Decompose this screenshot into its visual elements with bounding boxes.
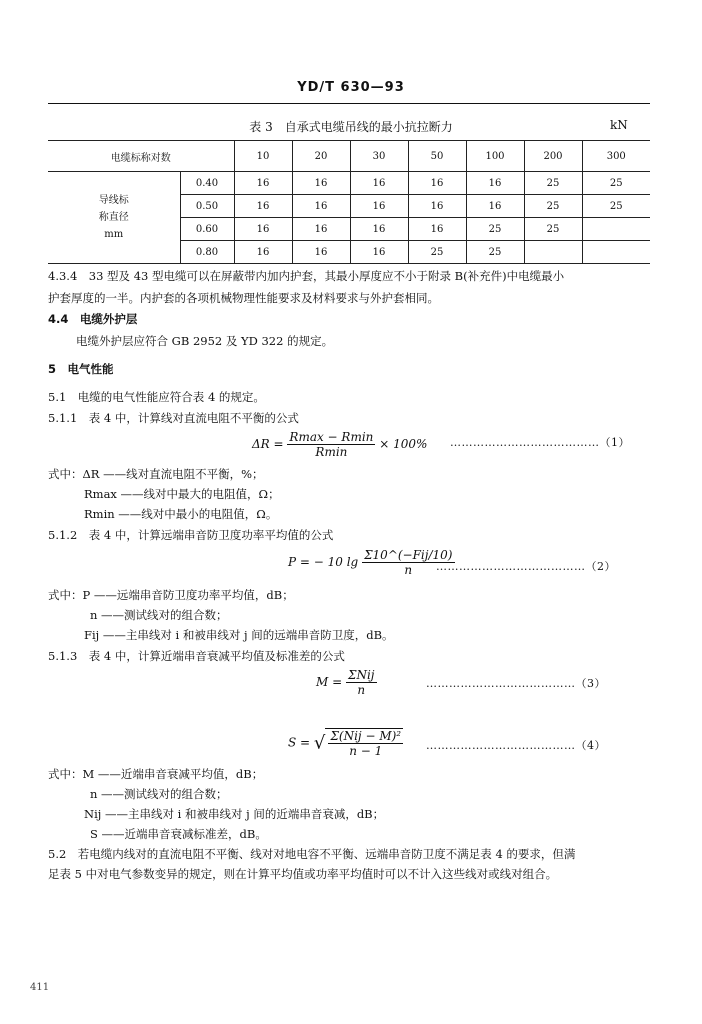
eq4-denominator: n − 1: [349, 744, 383, 758]
table-cell: [582, 218, 650, 241]
eq3-lhs: M =: [316, 675, 343, 689]
where-2-b: n ——测试线对的组合数；: [90, 608, 228, 622]
where-3-c: Nij ——主串线对 i 和被串线对 j 间的近端串音衰减，dB；: [84, 807, 385, 821]
table-header-row: [48, 141, 650, 172]
equation-3-number: …………………………………（3）: [426, 677, 606, 690]
clause-4-3-4-line2: 护套厚度的一半。内护套的各项机械物理性能要求及材料要求与外护套相同。: [48, 291, 439, 305]
equation-1: [252, 430, 427, 459]
col-header: 100: [466, 141, 524, 172]
table-cell: 25: [524, 172, 582, 195]
eq1-numerator: Rmax − Rmin: [289, 430, 374, 444]
eq4-numerator: Σ(Nij − M)²: [330, 729, 402, 743]
where-2-a: 式中：P ——远端串音防卫度功率平均值，dB；: [48, 588, 294, 602]
table-cell: 16: [292, 172, 350, 195]
table-cell: 16: [234, 172, 292, 195]
eq2-denominator: n: [404, 563, 413, 577]
table-cell: 25: [466, 241, 524, 264]
table-cell: 16: [234, 218, 292, 241]
eq1-denominator: Rmin: [315, 445, 348, 459]
col-header: 10: [234, 141, 292, 172]
eq2-numerator: Σ10^(−Fij/10): [364, 548, 453, 562]
header-rule: [48, 103, 650, 104]
col-header: 200: [524, 141, 582, 172]
row-group-label-line: 导线标: [98, 195, 129, 206]
clause-5-1-2: 5.1.2 表 4 中，计算远端串音防卫度功率平均值的公式: [48, 528, 334, 542]
section-4-4-title: 4.4 电缆外护层: [48, 312, 138, 326]
table-unit: kN: [610, 118, 628, 132]
where-2-c: Fij ——主串线对 i 和被串线对 j 间的远端串音防卫度，dB。: [84, 628, 394, 642]
equation-2: [288, 548, 455, 577]
table-cell: 16: [466, 172, 524, 195]
table-cell: 25: [466, 218, 524, 241]
table-cell: 16: [234, 195, 292, 218]
clause-5-2-line2: 足表 5 中对电气参数变异的规定，则在计算平均值或功率平均值时可以不计入这些线对或线对组合。: [48, 867, 558, 881]
diameter-cell: 0.80: [180, 241, 234, 264]
table-cell: 16: [350, 172, 408, 195]
table-cell: 16: [350, 241, 408, 264]
sqrt-icon: √: [313, 732, 326, 754]
eq3-denominator: n: [357, 683, 366, 697]
eq1-lhs: ΔR =: [252, 437, 284, 451]
table-cell: 16: [292, 241, 350, 264]
equation-4: [288, 728, 403, 758]
col-header-label: 电缆标称对数: [48, 141, 234, 172]
table-cell: 25: [582, 172, 650, 195]
diameter-cell: 0.40: [180, 172, 234, 195]
table-cell: 16: [234, 241, 292, 264]
eq2-lhs: P = − 10 lg: [288, 555, 359, 569]
col-header: 300: [582, 141, 650, 172]
diameter-cell: 0.50: [180, 195, 234, 218]
diameter-cell: 0.60: [180, 218, 234, 241]
table-cell: 16: [350, 218, 408, 241]
table-cell: 16: [408, 218, 466, 241]
clause-5-2-line1: 5.2 若电缆内线对的直流电阻不平衡、线对对地电容不平衡、远端串音防卫度不满足表 4 的要求，但满: [48, 847, 576, 861]
eq1-tail: × 100%: [379, 437, 428, 451]
table-cell: 16: [408, 195, 466, 218]
table-cell: [524, 241, 582, 264]
equation-3: [316, 668, 377, 697]
where-3-b: n ——测试线对的组合数；: [90, 787, 228, 801]
table-cell: 16: [408, 172, 466, 195]
clause-5-1: 5.1 电缆的电气性能应符合表 4 的规定。: [48, 390, 265, 404]
col-header: 30: [350, 141, 408, 172]
where-3-a: 式中：M ——近端串音衰减平均值，dB；: [48, 767, 264, 781]
equation-2-number: …………………………………（2）: [436, 560, 616, 573]
eq4-lhs: S =: [288, 735, 311, 750]
where-1-a: 式中：ΔR ——线对直流电阻不平衡，%；: [48, 467, 264, 481]
table-cell: [582, 241, 650, 264]
col-header: 20: [292, 141, 350, 172]
clause-4-3-4-line1: 4.3.4 33 型及 43 型电缆可以在屏蔽带内加内护套，其最小厚度应不小于附录 B(补充件)中电缆最小: [48, 269, 565, 283]
table-3: [48, 140, 650, 264]
page-number: 411: [30, 982, 50, 993]
col-header: 50: [408, 141, 466, 172]
table-cell: 16: [292, 195, 350, 218]
equation-1-number: …………………………………（1）: [450, 436, 630, 449]
table-cell: 16: [350, 195, 408, 218]
table-cell: 25: [524, 195, 582, 218]
table-caption: 表 3 自承式电缆吊线的最小抗拉断力: [249, 120, 453, 134]
table-row: [48, 172, 650, 195]
eq4-fraction: [328, 729, 403, 758]
page-header: YD/T 630—93: [297, 80, 405, 95]
table-cell: 25: [582, 195, 650, 218]
section-5-title: 5 电气性能: [48, 362, 114, 376]
eq3-fraction: [346, 668, 377, 697]
table-cell: 25: [524, 218, 582, 241]
row-group-label-line: 称直径: [98, 212, 129, 223]
table-cell: 25: [408, 241, 466, 264]
table-cell: 16: [466, 195, 524, 218]
where-1-c: Rmin ——线对中最小的电阻值，Ω。: [84, 507, 278, 521]
where-1-b: Rmax ——线对中最大的电阻值，Ω；: [84, 487, 280, 501]
where-3-d: S ——近端串音衰减标准差，dB。: [90, 827, 267, 841]
row-group-label: [48, 172, 180, 264]
equation-4-number: …………………………………（4）: [426, 739, 606, 752]
clause-5-1-1: 5.1.1 表 4 中，计算线对直流电阻不平衡的公式: [48, 411, 299, 425]
eq3-numerator: ΣNij: [347, 668, 375, 682]
row-group-label-line: mm: [104, 229, 124, 240]
table-cell: 16: [292, 218, 350, 241]
clause-5-1-3: 5.1.3 表 4 中，计算近端串音衰减平均值及标准差的公式: [48, 649, 345, 663]
section-4-4-body: 电缆外护层应符合 GB 2952 及 YD 322 的规定。: [76, 334, 334, 348]
eq1-fraction: [287, 430, 375, 459]
eq4-radicand: [325, 728, 403, 758]
